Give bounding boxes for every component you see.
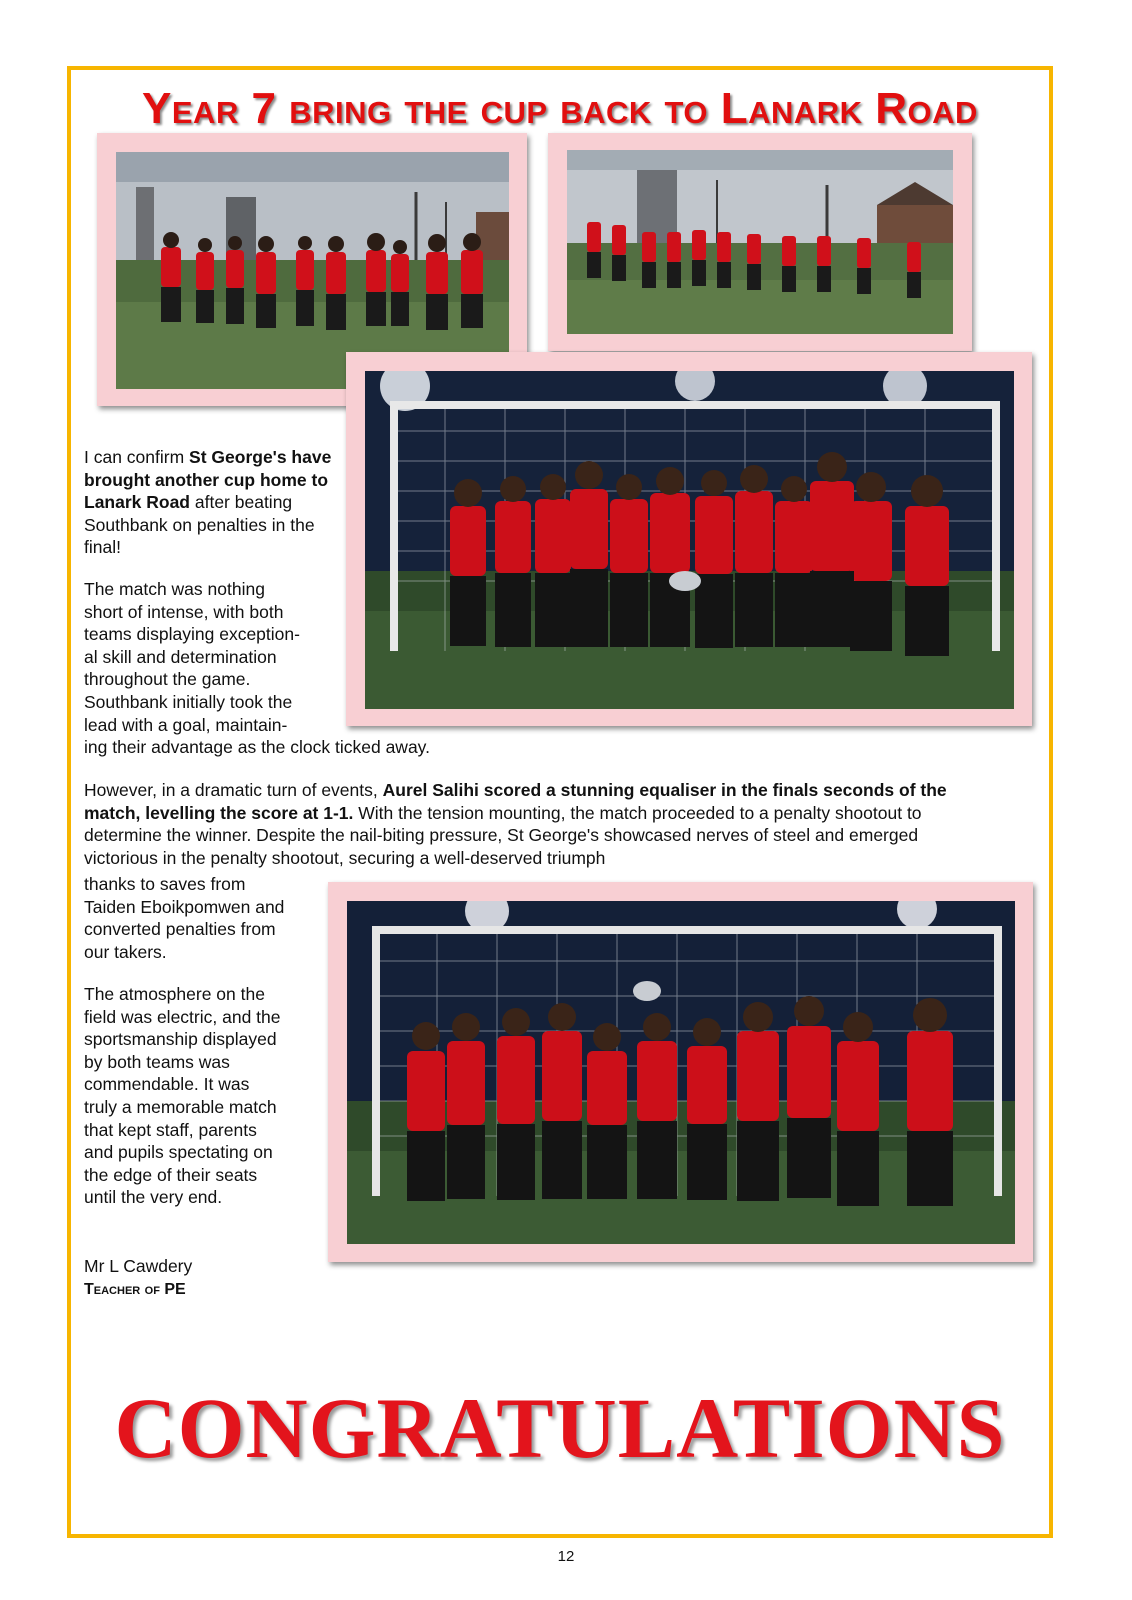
paragraph-atmosphere xyxy=(84,983,324,1209)
para3-tail-line: our takers. xyxy=(84,941,167,962)
para4-line: that kept staff, parents xyxy=(84,1119,257,1140)
para3-text-bold: Aurel Salihi scored a stunning equaliser in the finals seconds of the match, levelling the score at 1-1. xyxy=(84,780,947,823)
page-number: 12 xyxy=(557,1548,575,1565)
para2-line: throughout the game. xyxy=(84,669,251,690)
para4-line: the edge of their seats xyxy=(84,1164,258,1185)
intro-text-post: after beating Southbank on penalties in the final! xyxy=(84,492,315,558)
para4-line: sportsmanship displayed xyxy=(84,1029,277,1050)
author-title: Teacher of PE xyxy=(84,1281,186,1298)
headline: Year 7 bring the cup back to Lanark Road xyxy=(142,84,978,133)
para2-line: ing their advantage as the clock ticked away. xyxy=(84,737,430,758)
para2-line: short of intense, with both xyxy=(84,601,284,622)
para4-line: until the very end. xyxy=(84,1187,223,1208)
para2-line: al skill and determination xyxy=(84,646,277,667)
author-name: Mr L Cawdery xyxy=(84,1256,193,1276)
team-running-photo-2 xyxy=(567,150,953,334)
para3-tail-line: thanks to saves from xyxy=(84,874,246,894)
para4-line: commendable. It was xyxy=(84,1074,250,1095)
photo-frame-2 xyxy=(548,133,972,351)
para3-text-post: With the tension mounting, the match proceeded to a penalty shootout to determine the winner. Despite the nail-biting pressure, St George's showcased nerves of steel and emerged victorious in the penalty shootout, securing a well-deserved triumph xyxy=(84,802,922,868)
para4-line: field was electric, and the xyxy=(84,1006,281,1027)
para4-line: truly a memorable match xyxy=(84,1096,277,1117)
para4-line: and pupils spectating on xyxy=(84,1142,273,1163)
intro-text-bold: St George's have brought another cup home to Lanark Road xyxy=(84,447,332,513)
para2-line: lead with a goal, maintain- xyxy=(84,714,288,735)
team-celebration-photo xyxy=(347,901,1015,1244)
intro-paragraph xyxy=(84,446,334,559)
paragraph-equaliser-tail xyxy=(84,873,324,963)
congratulations-banner: CONGRATULATIONS xyxy=(114,1380,1006,1476)
para4-line: The atmosphere on the xyxy=(84,984,265,1004)
intro-text-pre: I can confirm xyxy=(84,447,190,467)
para2-line: The match was nothing xyxy=(84,579,265,599)
para2-line: teams displaying exception- xyxy=(84,624,300,645)
para3-tail-line: Taiden Eboikpomwen and xyxy=(84,896,285,917)
paragraph-match-intense xyxy=(84,578,544,759)
photo-frame-4 xyxy=(328,882,1033,1262)
para3-text-pre: However, in a dramatic turn of events, xyxy=(84,780,383,800)
para4-line: by both teams was xyxy=(84,1051,230,1072)
para3-tail-line: converted penalties from xyxy=(84,919,276,940)
paragraph-equaliser xyxy=(84,779,984,869)
para2-line: Southbank initially took the xyxy=(84,691,293,712)
